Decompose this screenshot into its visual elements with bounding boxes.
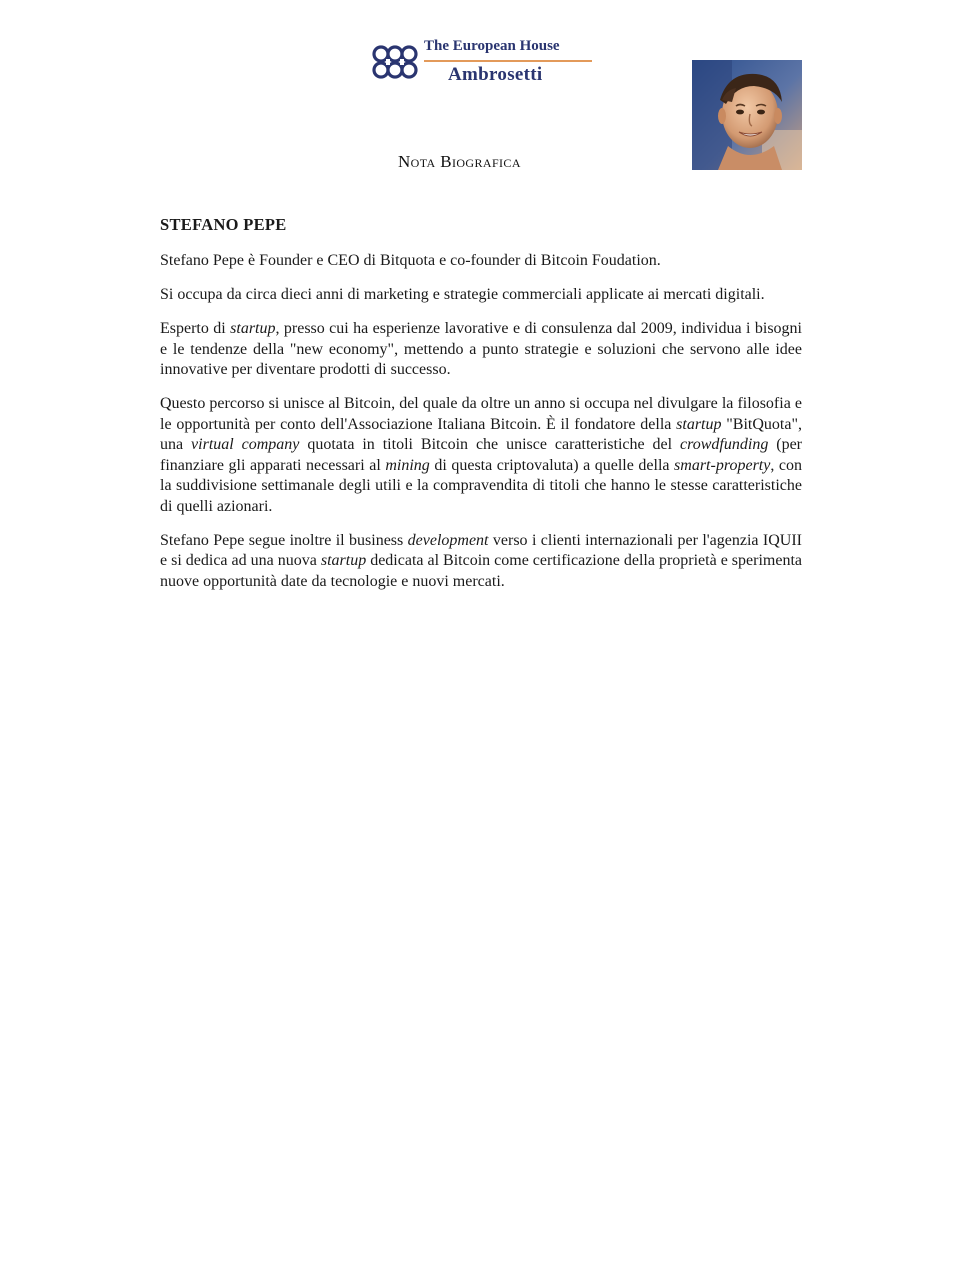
biography-content: [160, 215, 802, 606]
text-span: dedicata al Bitcoin come certificazione della proprietà e sperimenta nuove opportunità date da tecnologie e nuovi mercati.: [160, 552, 802, 590]
text-span: quotata in titoli Bitcoin che unisce caratteristiche del: [299, 436, 681, 453]
text-span: , con la suddivisione settimanale degli utili e la compravendita di titoli che hanno le stesse caratteristiche di quelli azionari.: [160, 456, 803, 515]
bio-paragraph-1: Stefano Pepe è Founder e CEO di Bitquota e co-founder di Bitcoin Foudation.: [160, 252, 661, 269]
logo-text-line1: The European House: [424, 38, 560, 54]
bio-paragraph-2: Si occupa da circa dieci anni di marketing e strategie commerciali applicate ai mercati digitali.: [160, 286, 765, 303]
text-span: (per finanziare gli apparati necessari al: [160, 436, 803, 474]
text-span: "BitQuota", una: [160, 415, 803, 453]
bio-paragraph-3: [160, 319, 802, 381]
italic-term: mining: [385, 456, 430, 474]
text-span: Questo percorso si unisce al Bitcoin, del quale da oltre un anno si occupa nel divulgare la filosofia e le opportunità per conto dell'Associazione Italiana Bitcoin. È il fondatore della: [160, 395, 802, 433]
person-name: STEFANO PEPE: [160, 215, 287, 234]
portrait-image: [692, 60, 802, 170]
italic-term: virtual company: [191, 436, 300, 453]
ambrosetti-logo-icon: [370, 42, 418, 82]
logo-divider: [424, 60, 592, 62]
bio-paragraph-5: [160, 531, 802, 593]
text-span: , presso cui ha esperienze lavorative e di consulenza dal 2009, individua i bisogni e le tendenze della "new economy", mettendo a punto strategie e soluzioni che servono alle idee innovative per diventare prodotti di successo.: [160, 320, 802, 378]
italic-term: startup: [320, 552, 367, 569]
italic-term: development: [407, 531, 489, 549]
document-title: Nota Biografica: [398, 152, 521, 171]
ambrosetti-logo: [370, 38, 600, 90]
text-span: verso i clienti internazionali per l'agenzia IQUII e si dedica ad una nuova: [160, 531, 802, 569]
text-span: Esperto di: [160, 320, 231, 337]
text-span: di questa criptovaluta) a quelle della: [429, 456, 675, 474]
italic-term: smart-property: [674, 456, 771, 474]
italic-term: startup: [676, 415, 722, 433]
italic-term: crowdfunding: [680, 436, 769, 453]
text-span: Stefano Pepe segue inoltre il business: [160, 531, 408, 549]
bio-paragraph-4: [160, 394, 802, 517]
italic-term: startup: [230, 320, 276, 337]
logo-text-line2: Ambrosetti: [448, 64, 543, 85]
portrait-photo: [692, 60, 802, 170]
